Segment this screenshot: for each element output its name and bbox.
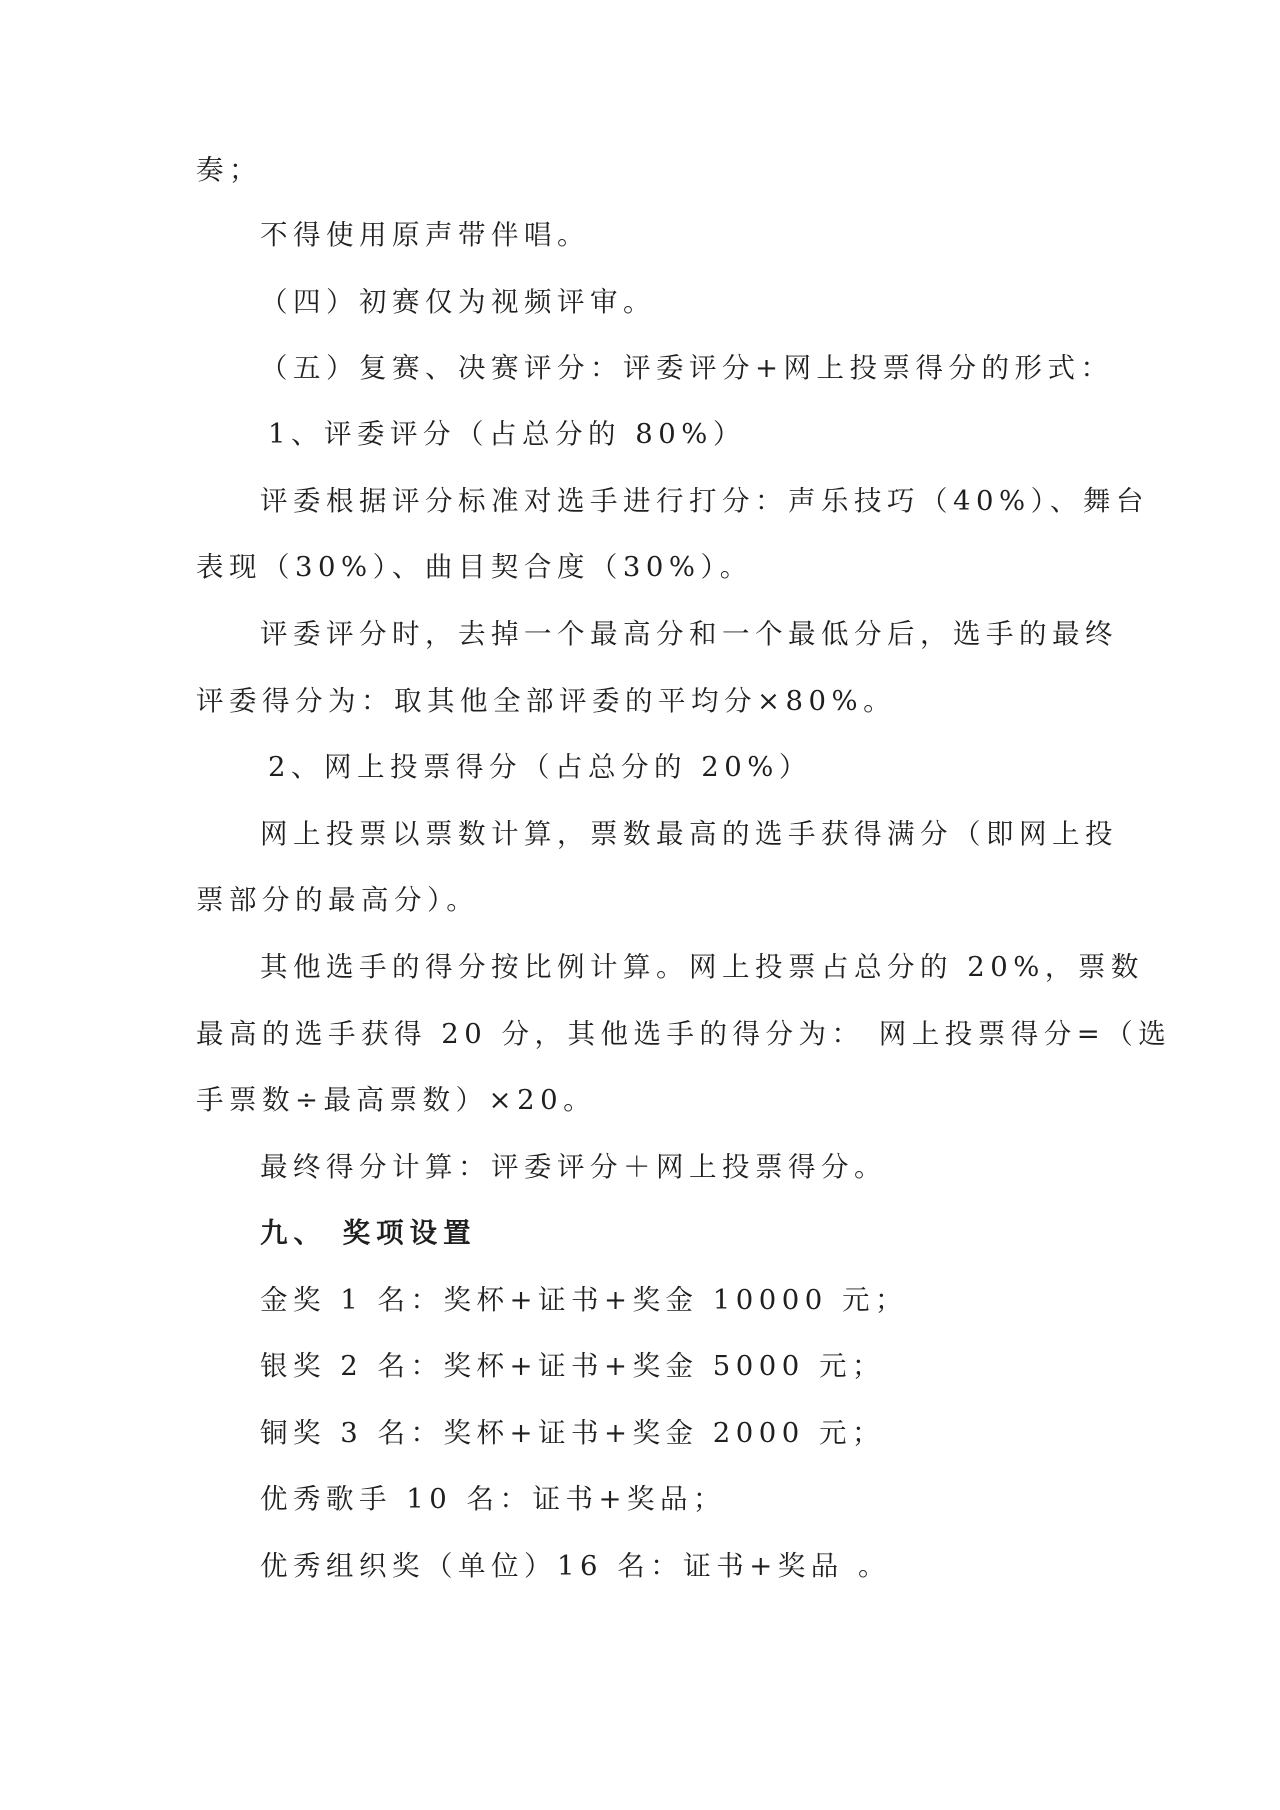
- text-line: 铜奖 3 名：奖杯+证书+奖金 2000 元；: [260, 1417, 886, 1449]
- text-line: 优秀组织奖（单位）16 名：证书+奖品 。: [260, 1550, 892, 1582]
- text-line: 票部分的最高分）。: [196, 884, 480, 916]
- text-line: 优秀歌手 10 名：证书+奖品；: [260, 1483, 727, 1515]
- text-line: 不得使用原声带伴唱。: [260, 219, 590, 251]
- section-heading: 九、 奖项设置: [260, 1217, 477, 1249]
- text-line: 奏；: [196, 154, 262, 186]
- text-line: 2、网上投票得分（占总分的 20%）: [268, 751, 812, 783]
- text-line: 评委评分时，去掉一个最高分和一个最低分后，选手的最终: [260, 618, 1118, 650]
- text-line: 网上投票以票数计算，票数最高的选手获得满分（即网上投: [260, 818, 1118, 850]
- text-line: 评委根据评分标准对选手进行打分：声乐技巧（40%）、舞台: [260, 485, 1149, 517]
- text-line: 1、评委评分（占总分的 80%）: [268, 418, 746, 450]
- text-line: 金奖 1 名：奖杯+证书+奖金 10000 元；: [260, 1284, 909, 1316]
- text-line: 最高的选手获得 20 分，其他选手的得分为： 网上投票得分=（选: [196, 1018, 1172, 1050]
- text-line: 其他选手的得分按比例计算。网上投票占总分的 20%，票数: [260, 951, 1144, 983]
- text-line: 银奖 2 名：奖杯+证书+奖金 5000 元；: [260, 1350, 886, 1382]
- text-line: 评委得分为：取其他全部评委的平均分×80%。: [196, 685, 897, 717]
- text-line: 最终得分计算：评委评分＋网上投票得分。: [260, 1151, 887, 1183]
- text-line: 手票数÷最高票数）×20。: [196, 1084, 597, 1116]
- text-line: 表现（30%）、曲目契合度（30%）。: [196, 551, 753, 583]
- text-line: （四）初赛仅为视频评审。: [260, 286, 656, 318]
- text-line: （五）复赛、决赛评分：评委评分+网上投票得分的形式：: [260, 352, 1114, 384]
